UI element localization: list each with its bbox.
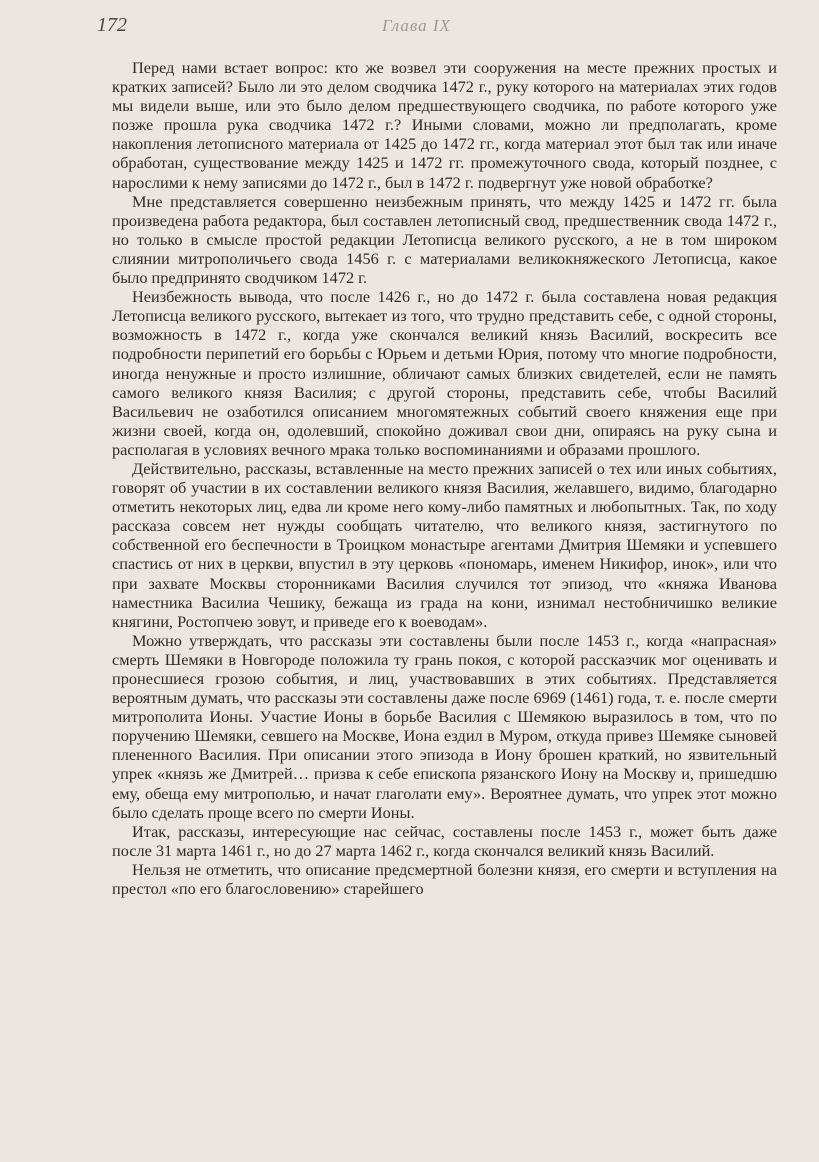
paragraph: Действительно, рассказы, вставленные на место прежних записей о тех или иных событиях, говорят об участии в их составлении великого князя Василия, желавшего, видимо, благодарно отметить некоторых лиц, едва ли кроме него кому-либо памятных и любопытных. Так, по ходу рассказа совсем нет нужды сообщать читателю, что великого князя, застигнутого по собственной его беспечности в Троицком монастыре агентами Дмитрия Шемяки и успевшего спастись от них в церкви, впустил в эту церковь «пономарь, именем Никифор, инок», или что при захвате Москвы сторонниками Василия случился тот эпизод, что «княжа Иванова наместника Василиа Чешику, бежаща из града на кони, изнимал нестобничишко великие княгини, Ростопчею зовут, и приведе его к воеводам». [112, 458, 777, 631]
paragraph: Неизбежность вывода, что после 1426 г., но до 1472 г. была составлена новая редакция Летописца великого русского, вытекает из того, что трудно представить себе, с одной стороны, возможность в 1472 г., когда уже скончался великий князь Василий, воскресить все подробности перипетий его борьбы с Юрьем и детьми Юрия, потому что многие подробности, иногда ненужные и просто излишние, обличают самых близких свидетелей, если не память самого великого князя Василия; с другой стороны, представить себе, чтобы Василий Васильевич не озаботился описанием многомятежных событий своего княжения еще при жизни своей, когда он, одолевший, спокойно доживал свои дни, опираясь на руку сына и располагая в условиях вечного мрака только воспоминаниями и образами прошлого. [112, 287, 777, 459]
paragraph: Мне представляется совершенно неизбежным принять, что между 1425 и 1472 гг. была произведена работа редактора, был составлен летописный свод, предшественник свода 1472 г., но только в смысле простой редакции Летописца великого русского, а не в том широком слиянии митрополичьего свода 1456 г. с материалами великокняжеского Летописца, какое было предпринято сводчиком 1472 г. [112, 191, 777, 288]
running-head: Глава IX [382, 16, 451, 35]
body-text [112, 58, 777, 898]
page-header [97, 14, 777, 44]
paragraph: Перед нами встает вопрос: кто же возвел эти сооружения на месте прежних простых и кратких записей? Было ли это делом сводчика 1472 г., руку которого на материалах этих годов мы видели выше, или это было делом предшествующего сводчика, по работе которого уже позже прошла рука сводчика 1472 г.? Иными словами, можно ли предполагать, кроме накопления летописного материала от 1425 до 1472 гг., когда материал этот был так или иначе обработан, существование между 1425 и 1472 гг. промежуточного свода, который позднее, с нарослими к нему записями до 1472 г., был в 1472 г. подвергнут уже новой обработке? [112, 58, 777, 192]
paragraph: Можно утверждать, что рассказы эти составлены были после 1453 г., когда «напрасная» смерть Шемяки в Новгороде положила ту грань покоя, с которой рассказчик мог оценивать и пронесшиеся грозою события, и лиц, участвовавших в этих событиях. Представляется вероятным думать, что рассказы эти составлены даже после 6969 (1461) года, т. е. после смерти митрополита Ионы. Участие Ионы в борьбе Василия с Шемякою выразилось в том, что по поручению Шемяки, севшего на Москве, Иона ездил в Муром, откуда привез Шемяке сыновей плененного Василия. При описании этого эпизода в Иону брошен краткий, но язвительный упрек «князь же Дмитрей… призва к себе епископа рязанского Иону на Москву и, пришедшю ему, обеща ему митрополью, и начат глаголати ему». Вероятнее думать, что упрек этот можно было сделать проще всего по смерти Ионы. [112, 630, 777, 822]
paragraph: Итак, рассказы, интересующие нас сейчас, составлены после 1453 г., может быть даже после 31 марта 1461 г., но до 27 марта 1462 г., когда скончался великий князь Василий. [112, 821, 777, 860]
paragraph: Нельзя не отметить, что описание предсмертной болезни князя, его смерти и вступления на престол «по его благословению» старейшего [112, 859, 777, 899]
page-number: 172 [97, 14, 127, 36]
